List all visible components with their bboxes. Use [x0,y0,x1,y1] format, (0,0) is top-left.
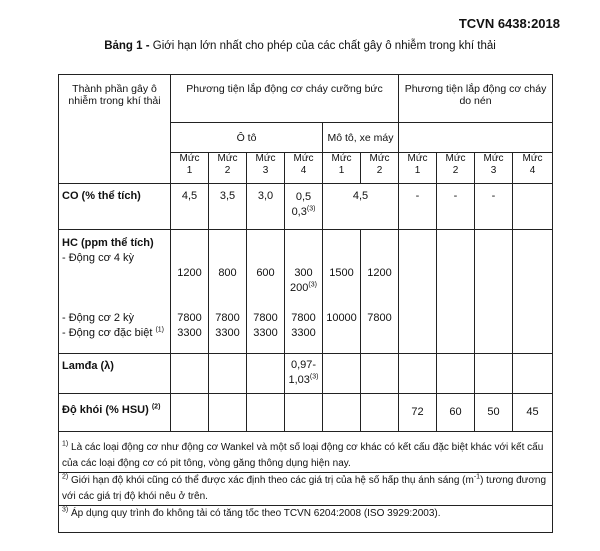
level-header: Mức 2 [437,153,475,184]
header-blank [399,123,553,153]
level-header: Mức 4 [513,153,553,184]
level-header: Mức 1 [323,153,361,184]
table-caption [0,40,600,52]
row-co-label: CO (% thể tích) [59,184,171,230]
lambda-car-3 [247,354,285,394]
level-header: Mức 1 [399,153,437,184]
hc-moto-1: 1500 10000 [323,230,361,354]
hc-ci-3 [475,230,513,354]
row-lambda-label: Lamđa (λ) [59,354,171,394]
level-header: Mức 3 [247,153,285,184]
smoke-ci-2: 60 [437,394,475,432]
lambda-ci-4 [513,354,553,394]
co-ci-4 [513,184,553,230]
header-spark-ignition: Phương tiện lắp động cơ cháy cưỡng bức [171,75,399,123]
hc-car-1: 1200 7800 3300 [171,230,209,354]
header-component: Thành phần gây ô nhiễm trong khí thải [59,75,171,184]
table-label: Bảng 1 - [104,40,150,52]
lambda-car-1 [171,354,209,394]
hc-ci-1 [399,230,437,354]
hc-car-3: 600 7800 3300 [247,230,285,354]
co-car-4: 0,5 0,3$^{(3)}$ [285,184,323,230]
row-hc-label: HC (ppm thể tích) - Động cơ 4 kỳ - Động cơ 2 kỳ - Động cơ đặc biệt $^{(1)}$ [59,230,171,354]
header-motorbike: Mô tô, xe máy [323,123,399,153]
co-car-1: 4,5 [171,184,209,230]
level-header: Mức 2 [361,153,399,184]
co-car-3: 3,0 [247,184,285,230]
smoke-ci-1: 72 [399,394,437,432]
smoke-car-4 [285,394,323,432]
hc-car-2: 800 7800 3300 [209,230,247,354]
table-title: Giới hạn lớn nhất cho phép của các chất gây ô nhiễm trong khí thải [152,40,496,52]
hc-ci-2 [437,230,475,354]
footnote-3: $^{3)}$ Áp dụng quy trình đo không tải có tăng tốc theo TCVN 6204:2008 (ISO 3929:2003). [59,506,553,533]
lambda-ci-2 [437,354,475,394]
hc-car-4: 300 200$^{(3)}$ 7800 3300 [285,230,323,354]
footnote-2: $^{2)}$ Giới hạn độ khói cũng có thể được xác định theo các giá trị của hệ số hấp thụ ánh sáng $(m^{-1})$ tương đương với các giá trị độ khói nêu ở trên. [59,473,553,506]
co-ci-1: - [399,184,437,230]
header-car: Ô tô [171,123,323,153]
lambda-moto-2 [361,354,399,394]
level-header: Mức 3 [475,153,513,184]
smoke-ci-3: 50 [475,394,513,432]
lambda-ci-3 [475,354,513,394]
smoke-car-3 [247,394,285,432]
smoke-moto-2 [361,394,399,432]
co-ci-3: - [475,184,513,230]
lambda-ci-1 [399,354,437,394]
hc-moto-2: 1200 7800 [361,230,399,354]
smoke-moto-1 [323,394,361,432]
lambda-car-4: 0,97- 1,03$^{(3)}$ [285,354,323,394]
lambda-car-2 [209,354,247,394]
smoke-ci-4: 45 [513,394,553,432]
footnote-1: $^{1)}$ Là các loại động cơ như động cơ Wankel và một số loại động cơ khác có kết cấu đặc biệt khác với kết cấu của các loại động cơ có pit tông, vòng găng thông dụng hiện nay. [59,432,553,473]
smoke-car-2 [209,394,247,432]
lambda-moto-1 [323,354,361,394]
level-header: Mức 2 [209,153,247,184]
level-header: Mức 4 [285,153,323,184]
level-header: Mức 1 [171,153,209,184]
emission-limits-table [58,74,553,533]
hc-ci-4 [513,230,553,354]
co-car-2: 3,5 [209,184,247,230]
co-ci-2: - [437,184,475,230]
co-moto: 4,5 [323,184,399,230]
smoke-car-1 [171,394,209,432]
standard-code: TCVN 6438:2018 [458,16,560,31]
row-smoke-label: Độ khói (% HSU) $^{(2)}$ [59,394,171,432]
header-compression-ignition: Phương tiện lắp động cơ cháy do nén [399,75,553,123]
